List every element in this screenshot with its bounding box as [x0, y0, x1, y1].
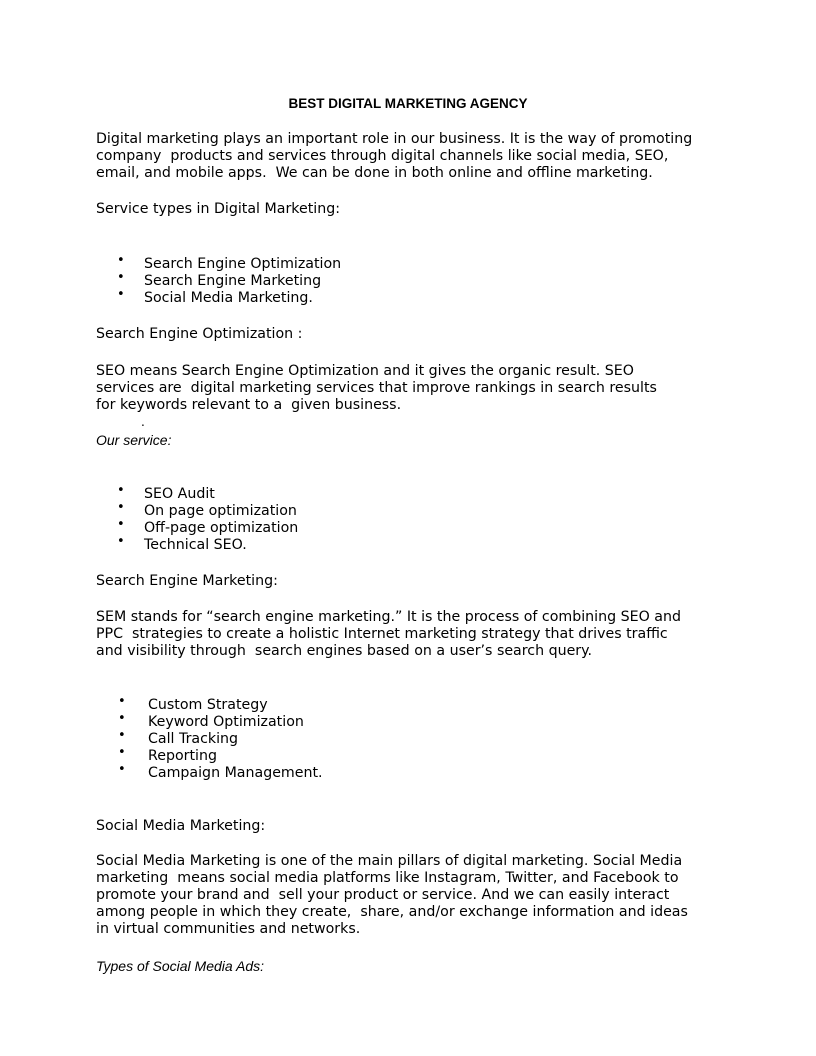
bullet-icon: •: [118, 762, 126, 777]
our-service-heading: Our service:: [96, 432, 172, 448]
service-types-list: [117, 253, 342, 307]
bullet-icon: •: [118, 728, 126, 743]
list-item: • Campaign Management.: [118, 762, 323, 781]
list-item: • Reporting: [118, 745, 217, 764]
sem-line-3: and visibility through search engines based on a user’s search query.: [96, 643, 593, 659]
intro-line-1: Digital marketing plays an important role in our business. It is the way of promoting: [96, 131, 693, 147]
list-item: • SEO Audit: [117, 483, 215, 502]
smm-line-3: promote your brand and sell your product or service. And we can easily interact: [96, 887, 670, 903]
bullet-icon: •: [118, 745, 126, 760]
list-item: • Search Engine Marketing: [117, 270, 322, 289]
list-item: • Technical SEO.: [117, 534, 247, 553]
smm-line-5: in virtual communities and networks.: [96, 921, 361, 937]
document-title: BEST DIGITAL MARKETING AGENCY: [288, 96, 528, 111]
list-item: • On page optimization: [117, 500, 297, 519]
smm-line-4: among people in which they create, share, and/or exchange information and ideas: [96, 904, 688, 920]
bullet-icon: •: [117, 270, 125, 285]
sem-line-2: PPC strategies to create a holistic Internet marketing strategy that drives traffic: [96, 626, 668, 642]
intro-line-2: company products and services through digital channels like social media, SEO,: [96, 148, 669, 164]
bullet-icon: •: [117, 287, 125, 302]
list-item: • Social Media Marketing.: [117, 287, 313, 306]
bullet-icon: •: [117, 253, 125, 268]
seo-line-2: services are digital marketing services that improve rankings in search results: [96, 380, 657, 396]
smm-heading: Social Media Marketing:: [96, 818, 266, 834]
bullet-icon: •: [117, 517, 125, 532]
bullet-icon: •: [118, 711, 126, 726]
seo-line-1: SEO means Search Engine Optimization and it gives the organic result. SEO: [96, 363, 634, 379]
stray-mark: .: [141, 415, 145, 429]
bullet-icon: •: [118, 694, 126, 709]
sem-heading: Search Engine Marketing:: [96, 573, 278, 589]
list-item: • Off-page optimization: [117, 517, 299, 536]
seo-heading: Search Engine Optimization :: [96, 326, 303, 342]
sem-services-list: [118, 694, 323, 782]
smm-line-2: marketing means social media platforms like Instagram, Twitter, and Facebook to: [96, 870, 679, 886]
bullet-icon: •: [117, 483, 125, 498]
sem-line-1: SEM stands for “search engine marketing.” It is the process of combining SEO and: [96, 609, 681, 625]
list-item: • Search Engine Optimization: [117, 253, 342, 272]
list-item: • Keyword Optimization: [118, 711, 304, 730]
bullet-icon: •: [117, 500, 125, 515]
seo-line-3: for keywords relevant to a given business.: [96, 397, 402, 413]
list-item: • Custom Strategy: [118, 694, 268, 713]
service-types-heading: Service types in Digital Marketing:: [96, 201, 340, 217]
bullet-icon: •: [117, 534, 125, 549]
list-item: • Call Tracking: [118, 728, 239, 747]
seo-services-list: [117, 483, 299, 554]
intro-line-3: email, and mobile apps. We can be done in both online and offline marketing.: [96, 165, 653, 181]
social-media-ads-heading: Types of Social Media Ads:: [96, 958, 265, 974]
smm-line-1: Social Media Marketing is one of the main pillars of digital marketing. Social Media: [96, 853, 683, 869]
